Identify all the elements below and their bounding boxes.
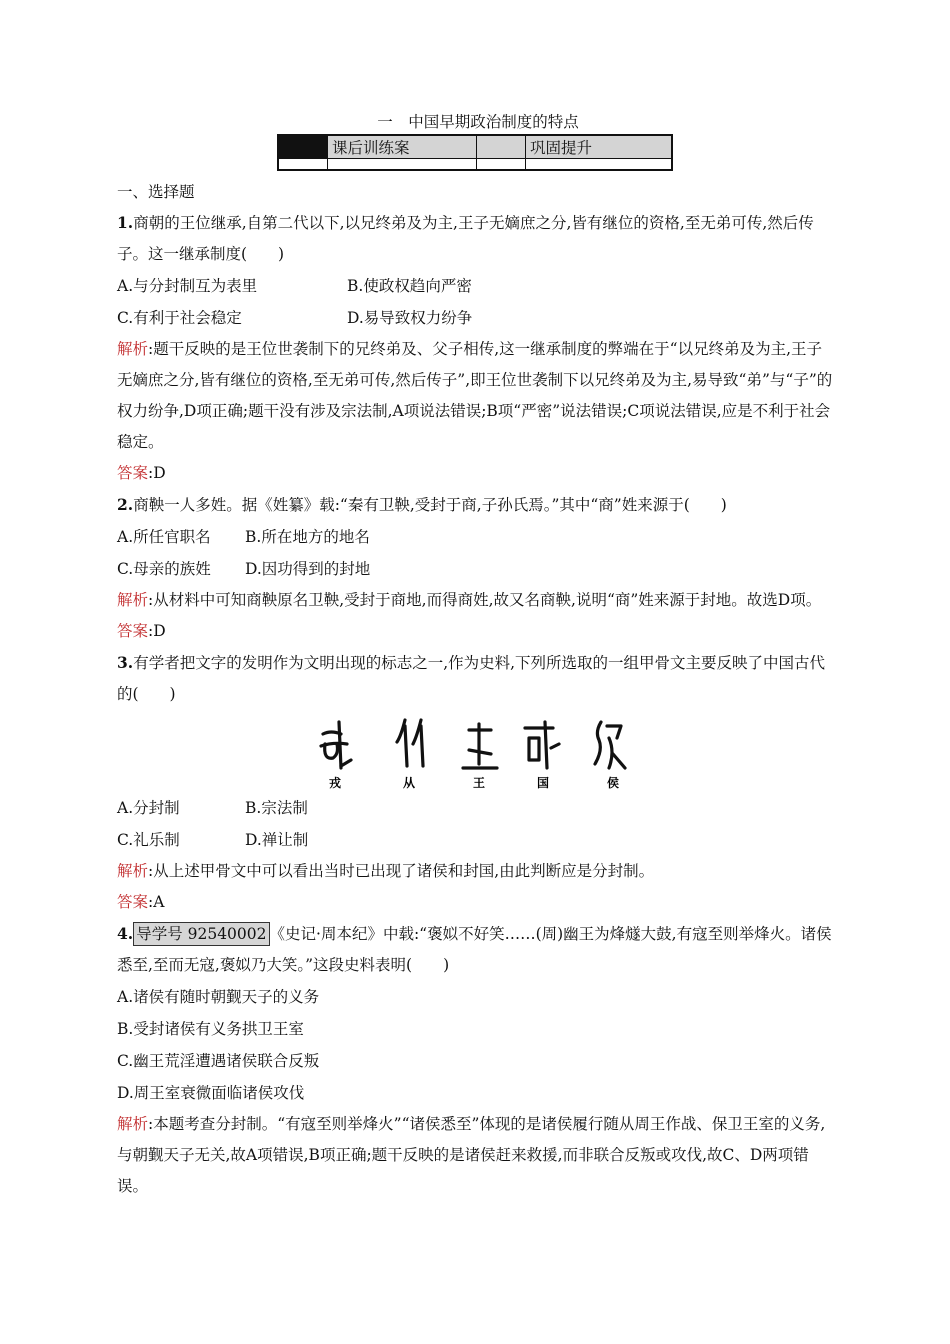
option-a: A.与分封制互为表里 [117,277,258,295]
question-4 [117,918,833,1202]
oracle-glyph-label: 侯 [607,776,620,790]
analysis-text: :从材料中可知商鞅原名卫鞅,受封于商地,而得商姓,故又名商鞅,说明“商”姓来源于封地。故选D项。 [148,591,822,609]
guide-number-tag[interactable]: 导学号 92540002 [133,922,269,946]
question-1 [117,207,833,489]
banner-spacer [477,135,526,159]
question-2 [117,489,833,647]
options-row [117,981,833,1013]
banner-thin-cell [328,159,477,171]
option-b: B.所在地方的地名 [245,528,370,546]
analysis-text: :从上述甲骨文中可以看出当时已出现了诸侯和封国,由此判断应是分封制。 [148,862,655,880]
options-row [117,1013,833,1045]
banner-thin-cell [477,159,526,171]
options-row [117,1045,833,1077]
options-row [117,553,833,585]
document-page [117,110,833,1202]
option-d: D.周王室衰微面临诸侯攻伐 [117,1084,305,1102]
options-row [117,824,833,856]
answer [117,616,833,647]
oracle-glyph-wang [463,724,497,768]
oracle-bone-figure [117,714,833,792]
oracle-glyph-hou [595,722,625,768]
question-number: 1. [117,213,134,232]
answer-label: 答案 [117,622,149,640]
option-b: B.受封诸侯有义务拱卫王室 [117,1020,304,1038]
oracle-glyph-label: 王 [473,776,486,790]
oracle-glyph-label: 国 [537,776,550,790]
options-row [117,1077,833,1109]
oracle-bone-glyphs [317,714,647,790]
question-text: 有学者把文字的发明作为文明出现的标志之一,作为史料,下列所选取的一组甲骨文主要反映了中国古代的( ) [117,654,826,703]
analysis [117,856,833,887]
analysis-label: 解析 [117,340,149,358]
option-d: D.禅让制 [245,831,309,849]
oracle-glyph-guo [525,722,559,768]
question-stem [117,647,833,710]
option-c: C.礼乐制 [117,831,180,849]
banner-right-label: 巩固提升 [526,135,673,159]
options-row [117,270,833,302]
question-number: 2. [117,495,134,514]
section-banner [277,134,673,171]
analysis-label: 解析 [117,591,149,609]
banner-thin-cell [526,159,673,171]
option-c: C.母亲的族姓 [117,560,211,578]
question-number: 4. [117,924,134,943]
oracle-glyph-label: 戎 [329,776,342,790]
answer-label: 答案 [117,464,149,482]
option-a: A.分封制 [117,799,180,817]
analysis-label: 解析 [117,862,149,880]
question-stem [117,207,833,270]
answer [117,458,833,489]
answer-text: :D [148,622,166,640]
options-row [117,792,833,824]
question-text: 商鞅一人多姓。据《姓纂》载:“秦有卫鞅,受封于商,子孙氏焉。”其中“商”姓来源于( ) [133,496,727,514]
question-text: 《史记·周本纪》中载:“褒姒不好笑……(周)幽王为烽燧大鼓,有寇至则举烽火。诸侯悉至,至而无寇,褒姒乃大笑。”这段史料表明( ) [117,925,832,974]
options-row [117,302,833,334]
oracle-glyph-cong [397,720,423,766]
option-b: B.使政权趋向严密 [347,277,472,295]
question-3 [117,647,833,918]
oracle-glyph-rong [321,722,351,768]
question-stem [117,489,833,521]
option-c: C.有利于社会稳定 [117,309,242,327]
answer-text: :A [148,893,165,911]
analysis [117,585,833,616]
option-d: D.因功得到的封地 [245,560,371,578]
answer-text: :D [148,464,166,482]
option-b: B.宗法制 [245,799,308,817]
analysis-label: 解析 [117,1115,149,1133]
answer-label: 答案 [117,893,149,911]
analysis-text: :本题考查分封制。“有寇至则举烽火”“诸侯悉至”体现的是诸侯履行随从周王作战、保卫王室的义务,与朝觐天子无关,故A项错误,B项正确;题干反映的是诸侯赶来救援,而非联合反叛或攻伐,故C、D两项错误。 [117,1115,826,1195]
section-title: 一、选择题 [117,183,195,201]
option-a: A.所任官职名 [117,528,211,546]
answer [117,887,833,918]
banner-black-cell [278,135,328,159]
options-row [117,521,833,553]
analysis [117,1109,833,1202]
analysis-text: :题干反映的是王位世袭制下的兄终弟及、父子相传,这一继承制度的弊端在于“以兄终弟及为主,王子无嫡庶之分,皆有继位的资格,至无弟可传,然后传子”,即王位世袭制下以兄终弟及为主,易导致“弟”与“子”的权力纷争,D项正确;题干没有涉及宗法制,A项说法错误;B项“严密”说法错误;C项说法错误,应是不利于社会稳定。 [117,340,833,451]
option-d: D.易导致权力纷争 [347,309,473,327]
banner-left-label: 课后训练案 [328,135,477,159]
question-text: 商朝的王位继承,自第二代以下,以兄终弟及为主,王子无嫡庶之分,皆有继位的资格,至无弟可传,然后传子。这一继承制度( ) [117,214,814,263]
analysis [117,334,833,458]
oracle-glyph-label: 从 [403,776,416,790]
option-a: A.诸侯有随时朝觐天子的义务 [117,988,320,1006]
banner-thin-cell [278,159,328,171]
question-stem [117,918,833,981]
question-number: 3. [117,653,134,672]
page-title: 一 中国早期政治制度的特点 [377,113,579,131]
option-c: C.幽王荒淫遭遇诸侯联合反叛 [117,1052,320,1070]
